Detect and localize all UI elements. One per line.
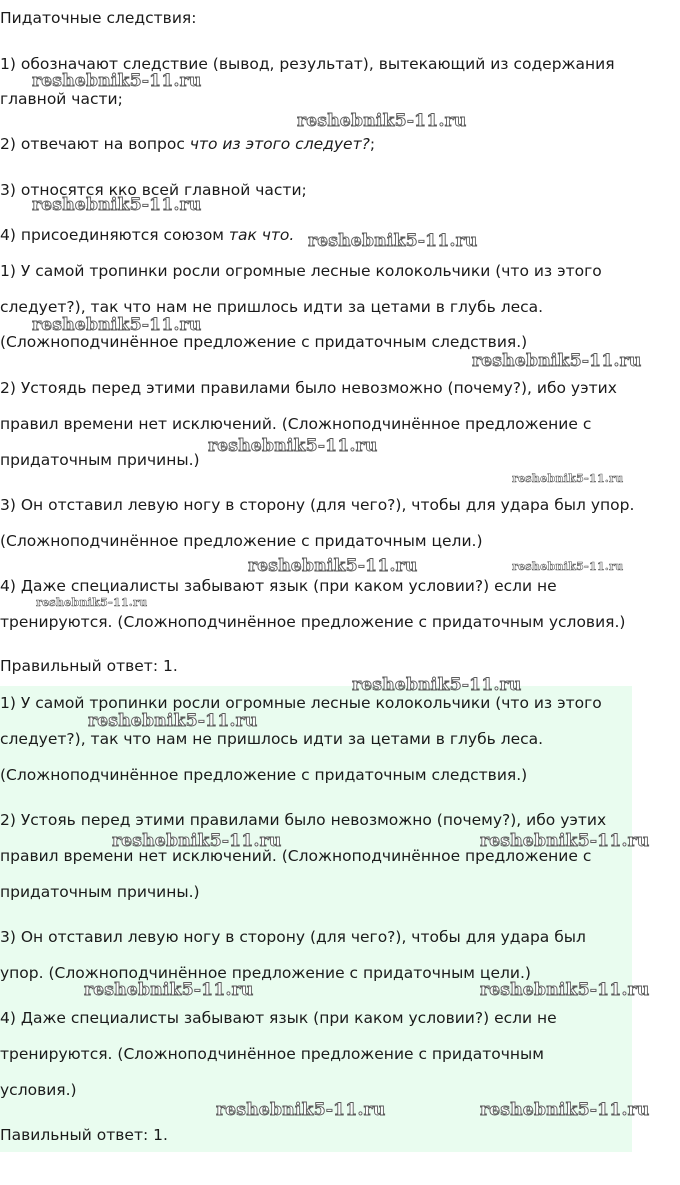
watermark: reshebnik5-11.ru xyxy=(512,560,624,573)
property-3: 3) относятся кко всей главной части; xyxy=(0,181,307,199)
answer-item-4-line-1: 4) Даже специалисты забывают язык (при каком условии?) если не xyxy=(0,1009,557,1027)
property-2-question: что из этого следует? xyxy=(189,135,370,153)
answer-item-2-line-2: правил времени нет исключений. (Сложноподчинённое предложение с xyxy=(0,847,592,865)
item-4-line-1: 4) Даже специалисты забывают язык (при каком условии?) если не xyxy=(0,577,557,595)
property-4-prefix: 4) присоединяются союзом xyxy=(0,226,229,244)
watermark: reshebnik5-11.ru xyxy=(36,596,148,609)
heading: Пидаточные следствия: xyxy=(0,9,197,27)
watermark: reshebnik5-11.ru xyxy=(32,195,202,215)
answer-item-1-line-1: 1) У самой тропинки росли огромные лесные колокольчики (что из этого xyxy=(0,694,602,712)
watermark: reshebnik5-11.ru xyxy=(472,351,642,371)
answer-item-3-line-2: упор. (Сложноподчинённое предложение с придаточным цели.) xyxy=(0,964,531,982)
watermark: reshebnik5-11.ru xyxy=(308,231,478,251)
answer-final: Павильный ответ: 1. xyxy=(0,1126,168,1144)
watermark: reshebnik5-11.ru xyxy=(32,315,202,335)
watermark: reshebnik5-11.ru xyxy=(208,436,378,456)
property-2-prefix: 2) отвечают на вопрос xyxy=(0,135,190,153)
item-1-line-2: следует?), так что нам не пришлось идти за цетами в глубь леса. xyxy=(0,298,544,316)
watermark: reshebnik5-11.ru xyxy=(480,1100,650,1120)
item-1-line-1: 1) У самой тропинки росли огромные лесные колокольчики (что из этого xyxy=(0,262,602,280)
item-2-line-2: правил времени нет исключений. (Сложноподчинённое предложение с xyxy=(0,415,592,433)
answer-item-1-line-3: (Сложноподчинённое предложение с придаточным следствия.) xyxy=(0,766,528,784)
watermark: reshebnik5-11.ru xyxy=(84,980,254,1000)
watermark: reshebnik5-11.ru xyxy=(32,71,202,91)
answer-item-4-line-3: условия.) xyxy=(0,1081,77,1099)
property-4-conjunction: так что. xyxy=(228,226,295,244)
item-2-line-1: 2) Устоядь перед этими правилами было невозможно (почему?), ибо уэтих xyxy=(0,379,617,397)
property-4 xyxy=(0,225,294,245)
item-3-line-1: 3) Он отставил левую ногу в сторону (для чего?), чтобы для удара был упор. xyxy=(0,496,635,514)
watermark: reshebnik5-11.ru xyxy=(248,556,418,576)
watermark: reshebnik5-11.ru xyxy=(480,980,650,1000)
correct-answer: Правильный ответ: 1. xyxy=(0,657,178,675)
answer-item-2-line-1: 2) Устояь перед этими правилами было невозможно (почему?), ибо уэтих xyxy=(0,811,607,829)
answer-item-4-line-2: тренируются. (Сложноподчинённое предложение с придаточным xyxy=(0,1045,544,1063)
property-1-line-1: 1) обозначают следствие (вывод, результат), вытекающий из содержания xyxy=(0,55,615,73)
property-2-suffix: ; xyxy=(369,135,376,153)
watermark: reshebnik5-11.ru xyxy=(352,675,522,695)
watermark: reshebnik5-11.ru xyxy=(297,111,467,131)
item-4-line-2: тренируются. (Сложноподчинённое предложение с придаточным условия.) xyxy=(0,613,626,631)
property-2 xyxy=(0,134,375,154)
watermark: reshebnik5-11.ru xyxy=(216,1100,386,1120)
item-3-line-2: (Сложноподчинённое предложение с придаточным цели.) xyxy=(0,532,483,550)
answer-item-1-line-2: следует?), так что нам не пришлось идти за цетами в глубь леса. xyxy=(0,730,544,748)
answer-item-2-line-3: придаточным причины.) xyxy=(0,883,200,901)
answer-item-3-line-1: 3) Он отставил левую ногу в сторону (для чего?), чтобы для удара был xyxy=(0,928,586,946)
item-1-line-3: (Сложноподчинённое предложение с придаточным следствия.) xyxy=(0,333,528,351)
answer-highlight-box xyxy=(0,686,632,1152)
item-2-line-3: придаточным причины.) xyxy=(0,451,200,469)
watermark: reshebnik5-11.ru xyxy=(112,831,282,851)
property-1-line-2: главной части; xyxy=(0,90,123,108)
watermark: reshebnik5-11.ru xyxy=(512,472,624,485)
watermark: reshebnik5-11.ru xyxy=(88,711,258,731)
watermark: reshebnik5-11.ru xyxy=(480,831,650,851)
